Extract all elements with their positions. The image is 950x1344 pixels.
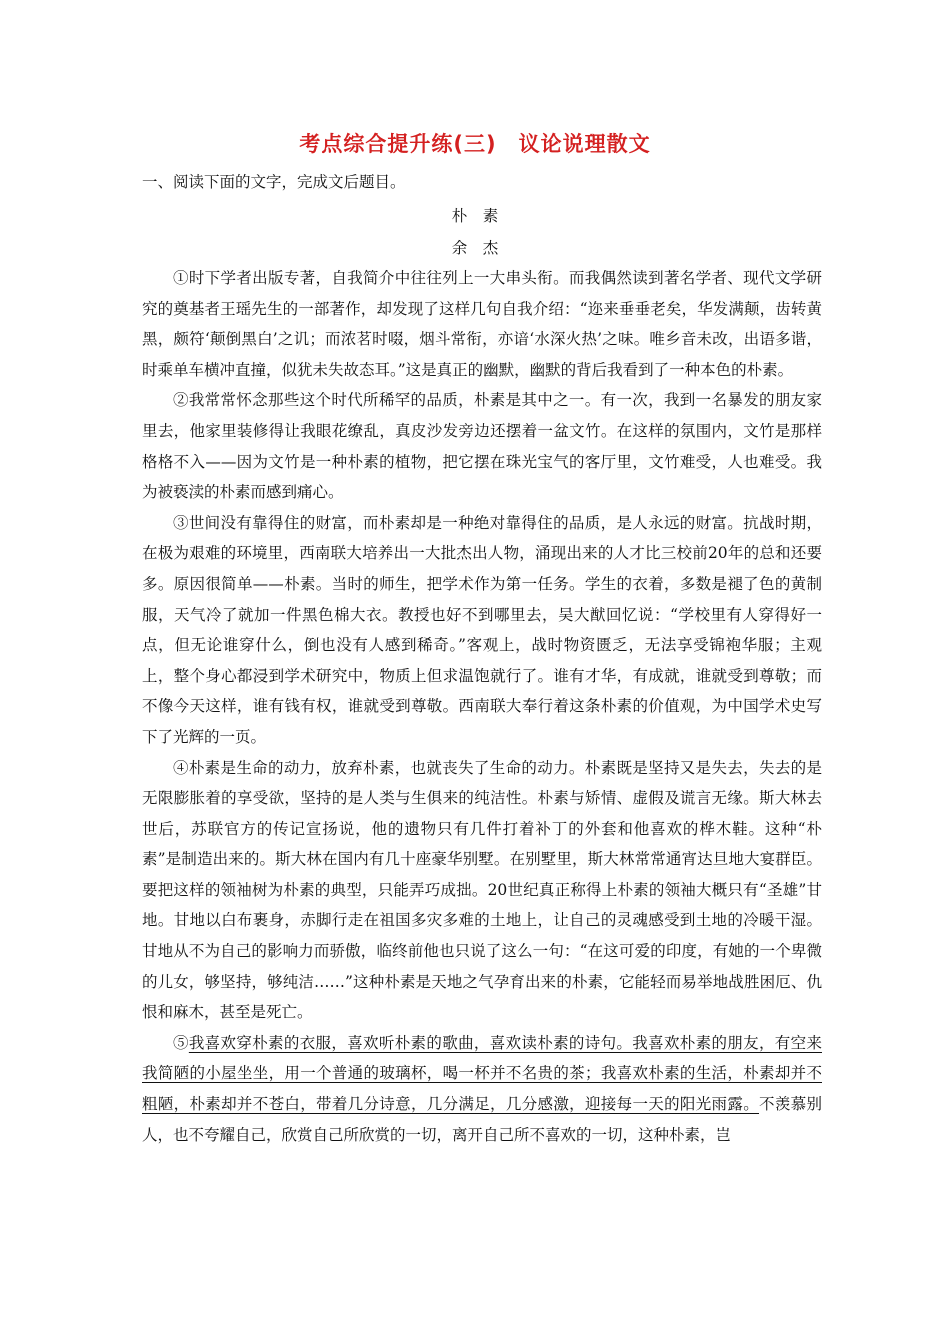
paragraph-1: ①时下学者出版专著，自我简介中往往列上一大串头衔。而我偶然读到著名学者、现代文学研究的奠基者王瑶先生的一部著作，却发现了这样几句自我介绍：“迩来垂垂老矣，华发满颠，齿转黄黑，颇符‘颠倒黑白’之讥；而浓茗时啜，烟斗常衔，亦谙‘水深火热’之味。唯乡音未改，出语多谐，时乘单车横冲直撞，似犹未失故态耳。”这是真正的幽默，幽默的背后我看到了一种本色的朴素。 (142, 269, 822, 379)
paragraph-5 (142, 1028, 822, 1150)
paragraph-3: ③世间没有靠得住的财富，而朴素却是一种绝对靠得住的品质，是人永远的财富。抗战时期，在极为艰难的环境里，西南联大培养出一大批杰出人物，涌现出来的人才比三校前20年的总和还要多。原因很简单——朴素。当时的师生，把学术作为第一任务。学生的衣着，多数是褪了色的黄制服，天气冷了就加一件黑色棉大衣。教授也好不到哪里去，吴大猷回忆说：“学校里有人穿得好一点，但无论谁穿什么，倒也没有人感到稀奇。”客观上，战时物资匮乏，无法享受锦袍华服；主观上，整个身心都浸到学术研究中，物质上但求温饱就行了。谁有才华，有成就，谁就受到尊敬；而不像今天这样，谁有钱有权，谁就受到尊敬。西南联大奉行着这条朴素的价值观，为中国学术史写下了光辉的一页。 (142, 513, 822, 746)
paragraph-5-rest: 不羡慕别人，也不夸耀自己，欣赏自己所欣赏的一切，离开自己所不喜欢的一切，这种朴素，岂 (142, 1095, 822, 1144)
paragraph-2: ②我常常怀念那些这个时代所稀罕的品质，朴素是其中之一。有一次，我到一名暴发的朋友家里去，他家里装修得让我眼花缭乱，真皮沙发旁边还摆着一盆文竹。在这样的氛围内，文竹是那样格格不入——因为文竹是一种朴素的植物，把它摆在珠光宝气的客厅里，文竹难受，人也难受。我为被亵渎的朴素而感到痛心。 (142, 391, 822, 502)
paragraph-4: ④朴素是生命的动力，放弃朴素，也就丧失了生命的动力。朴素既是坚持又是失去，失去的是无限膨胀着的享受欲，坚持的是人类与生俱来的纯洁性。朴素与矫情、虚假及谎言无缘。斯大林去世后，苏联官方的传记宣扬说，他的遗物只有几件打着补丁的外套和他喜欢的桦木鞋。这种“朴素”是制造出来的。斯大林在国内有几十座豪华别墅。在别墅里，斯大林常常通宵达旦地大宴群臣。要把这样的领袖树为朴素的典型，只能弄巧成拙。20世纪真正称得上朴素的领袖大概只有“圣雄”甘地。甘地以白布裹身，赤脚行走在祖国多灾多难的土地上，让自己的灵魂感受到土地的冷暖干湿。甘地从不为自己的影响力而骄傲，临终前他也只说了这么一句：“在这可爱的印度，有她的一个卑微的儿女，够坚持，够纯洁……”这种朴素是天地之气孕育出来的朴素，它能轻而易举地战胜困厄、仇恨和麻木，甚至是死亡。 (142, 758, 822, 1022)
article-author: 余 杰 (451, 239, 499, 257)
underlined-sentence: 我喜欢穿朴素的衣服，喜欢听朴素的歌曲，喜欢读朴素的诗句。我喜欢朴素的朋友，有空来我简陋的小屋坐坐，用一个普通的玻璃杯，喝一杯并不名贵的茶；我喜欢朴素的生活，朴素却并不粗陋，朴素却并不苍白，带着几分诗意，几分满足，几分感激，迎接每一天的阳光雨露。 (142, 1033, 822, 1114)
article-body (142, 263, 822, 1150)
instruction-text: 一、阅读下面的文字，完成文后题目。 (142, 173, 406, 191)
page-title: 考点综合提升练(三) 议论说理散文 (299, 132, 651, 156)
paragraph-5-number: ⑤ (173, 1033, 189, 1052)
article-title: 朴 素 (451, 207, 499, 225)
